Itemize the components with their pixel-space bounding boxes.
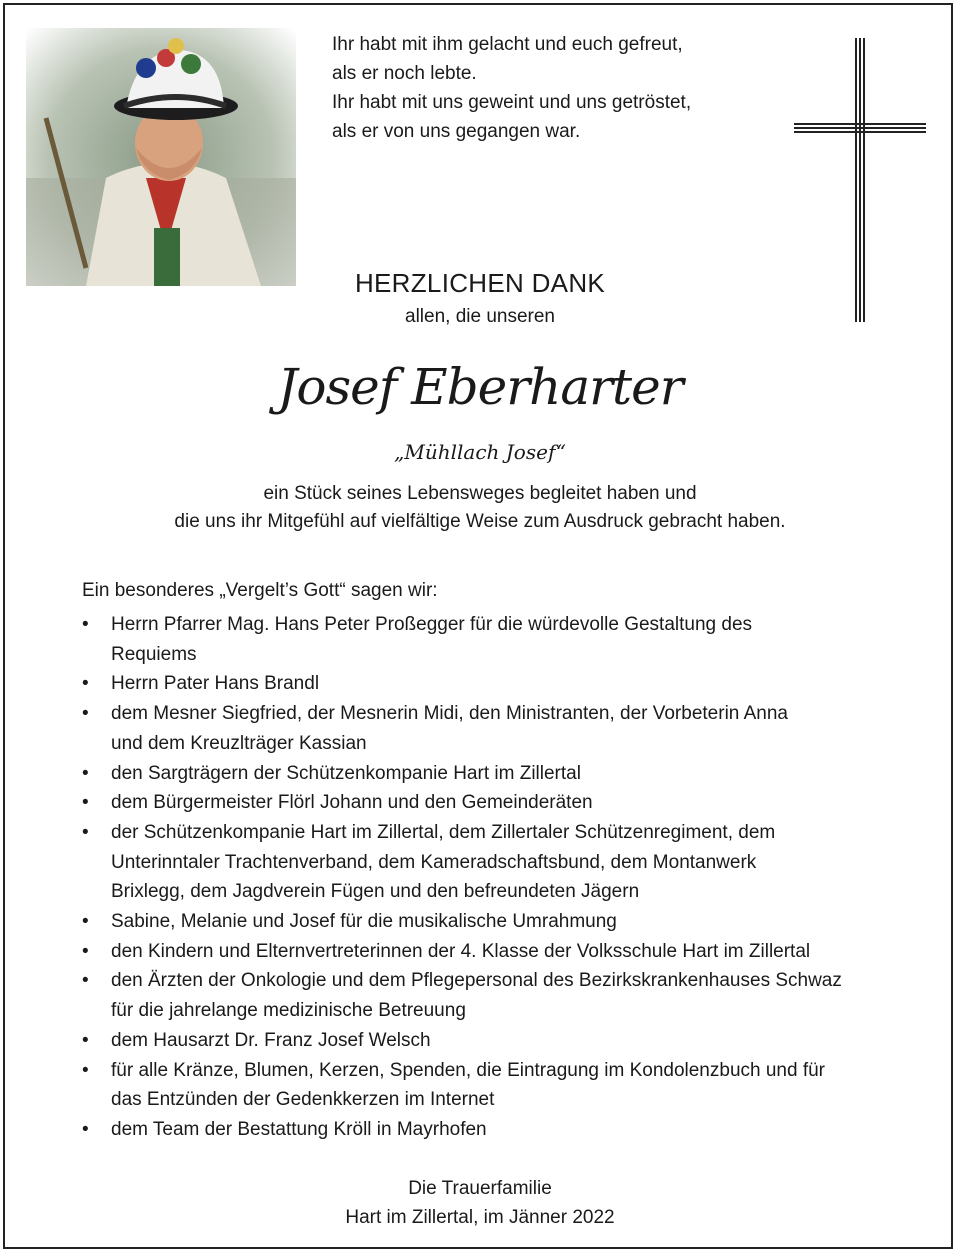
list-item	[82, 818, 912, 907]
list-item	[82, 937, 912, 967]
poem	[332, 30, 792, 146]
item-line: dem Mesner Siegfried, der Mesnerin Midi, den Ministranten, der Vorbeterin Anna	[111, 703, 788, 725]
intro: Ein besonderes „Vergelt’s Gott“ sagen wir:	[82, 580, 438, 601]
item-line: Herrn Pater Hans Brandl	[111, 673, 320, 695]
item-line: Brixlegg, dem Jagdverein Fügen und den befreundeten Jägern	[111, 881, 640, 903]
item-line: Unterinntaler Trachtenverband, dem Kameradschaftsbund, dem Montanwerk	[111, 851, 757, 873]
item-line: Requiems	[111, 643, 197, 665]
nickname: „Mühllach Josef“	[394, 440, 566, 464]
list-item	[82, 1026, 912, 1056]
thanks-text	[0, 480, 960, 536]
list-item	[82, 669, 912, 699]
bullet: •	[82, 792, 89, 814]
item-line: Herrn Pfarrer Mag. Hans Peter Proßegger für die würdevolle Gestaltung des	[111, 614, 753, 635]
list-item	[82, 966, 912, 1025]
bullet: •	[82, 614, 89, 635]
poem-line: als er von uns gegangen war.	[332, 121, 581, 142]
list-item	[82, 788, 912, 818]
list-item	[82, 1115, 912, 1145]
family-signature	[0, 1174, 960, 1232]
list-item	[82, 699, 912, 758]
item-line: für alle Kränze, Blumen, Kerzen, Spenden, die Eintragung im Kondolenzbuch und für	[111, 1059, 826, 1081]
deceased-name: Josef Eberharter	[277, 358, 683, 416]
item-line: für die jahrelange medizinische Betreuung	[111, 1000, 466, 1022]
place-date: Hart im Zillertal, im Jänner 2022	[345, 1207, 615, 1228]
signature: Die Trauerfamilie	[408, 1178, 552, 1199]
list-item	[82, 1056, 912, 1115]
bullet: •	[82, 1118, 89, 1140]
item-line: das Entzünden der Gedenkkerzen im Internet	[111, 1089, 495, 1111]
bullet: •	[82, 911, 89, 933]
list-item	[82, 907, 912, 937]
item-line: dem Team der Bestattung Kröll in Mayrhofen	[111, 1118, 487, 1140]
list-item	[82, 610, 912, 669]
item-line: dem Hausarzt Dr. Franz Josef Welsch	[111, 1029, 431, 1051]
bullet: •	[82, 762, 89, 784]
item-line: den Ärzten der Onkologie und dem Pflegepersonal des Bezirkskrankenhauses Schwaz	[111, 970, 842, 992]
subheading: allen, die unseren	[405, 306, 555, 327]
item-line: der Schützenkompanie Hart im Zillertal, dem Zillertaler Schützenregiment, dem	[111, 821, 776, 843]
bullet: •	[82, 673, 89, 695]
heading: HERZLICHEN DANK	[354, 268, 606, 298]
item-line: dem Bürgermeister Flörl Johann und den Gemeinderäten	[111, 792, 593, 814]
bullet: •	[82, 940, 89, 962]
poem-line: Ihr habt mit uns geweint und uns getröstet,	[332, 92, 692, 113]
item-line: den Sargträgern der Schützenkompanie Hart im Zillertal	[111, 762, 581, 784]
bullet: •	[82, 703, 89, 725]
item-line: Sabine, Melanie und Josef für die musikalische Umrahmung	[111, 911, 617, 933]
list-item	[82, 759, 912, 789]
thanks-line: ein Stück seines Lebensweges begleitet haben und	[263, 483, 697, 504]
item-line: und dem Kreuzlträger Kassian	[111, 732, 367, 754]
item-line: den Kindern und Elternvertreterinnen der 4. Klasse der Volksschule Hart im Zillertal	[111, 940, 811, 962]
poem-line: als er noch lebte.	[332, 63, 477, 84]
poem-line: Ihr habt mit ihm gelacht und euch gefreut,	[332, 34, 683, 55]
bullet: •	[82, 1029, 89, 1051]
bullet: •	[82, 821, 89, 843]
thanks-list	[82, 610, 912, 1145]
bullet: •	[82, 970, 89, 992]
portrait-photo	[26, 28, 296, 286]
thanks-line: die uns ihr Mitgefühl auf vielfältige Weise zum Ausdruck gebracht haben.	[174, 511, 786, 532]
bullet: •	[82, 1059, 89, 1081]
